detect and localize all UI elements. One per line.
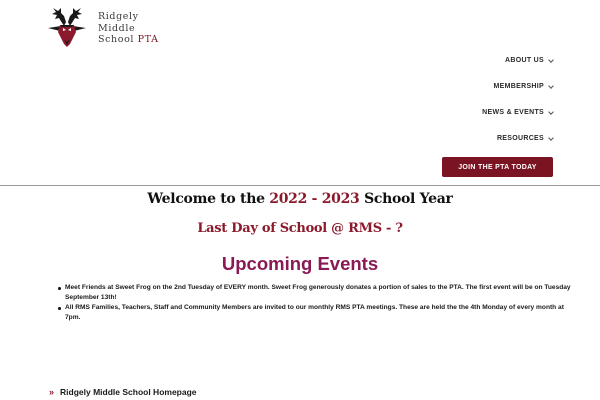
chevron-down-icon [548,83,554,89]
logo-wordmark [98,11,159,46]
logo-line-3 [98,34,159,46]
nav-item-label: ABOUT US [505,57,544,64]
homepage-link-label: Ridgely Middle School Homepage [60,387,197,397]
join-pta-button[interactable]: JOIN THE PTA TODAY [442,157,553,177]
nav-item-about-us[interactable] [505,53,553,79]
welcome-suffix: School Year [364,191,453,207]
site-logo[interactable] [42,6,159,48]
nav-item-label: RESOURCES [496,135,544,142]
logo-line-2: Middle [98,22,136,34]
school-homepage-link[interactable] [49,387,197,397]
list-item: Meet Friends at Sweet Frog on the 2nd Tuesday of EVERY month. Sweet Frog generously donates a portion of sales to the PTA. The first event will be on Tuesday September 13th! [65,284,571,301]
welcome-prefix: Welcome to the [147,191,265,207]
nav-item-membership[interactable] [494,79,553,105]
stag-head-icon [42,6,92,48]
chevron-down-icon [548,109,554,115]
logo-pta-text: PTA [137,34,159,45]
double-chevron-right-icon: » [49,387,55,397]
last-day-heading: Last Day of School @ RMS - ? [197,221,403,236]
upcoming-events-heading: Upcoming Events [221,253,379,274]
logo-school-text: School [98,34,135,45]
list-item: All RMS Families, Teachers, Staff and Community Members are invited to our monthly RMS PTA meetings. These are held the the 4th Monday of every month at 7pm. [65,303,571,323]
chevron-down-icon [548,135,554,141]
chevron-down-icon [548,57,554,63]
nav-item-label: MEMBERSHIP [493,83,544,90]
main-nav [482,53,553,157]
nav-item-label: NEWS & EVENTS [482,109,544,116]
school-year: 2022 - 2023 [269,191,360,207]
welcome-heading [0,191,600,207]
nav-item-news-events[interactable] [482,105,553,131]
nav-item-resources[interactable] [497,131,553,157]
header-divider [0,185,600,186]
logo-line-1: Ridgely [98,11,139,22]
events-list [56,283,571,323]
